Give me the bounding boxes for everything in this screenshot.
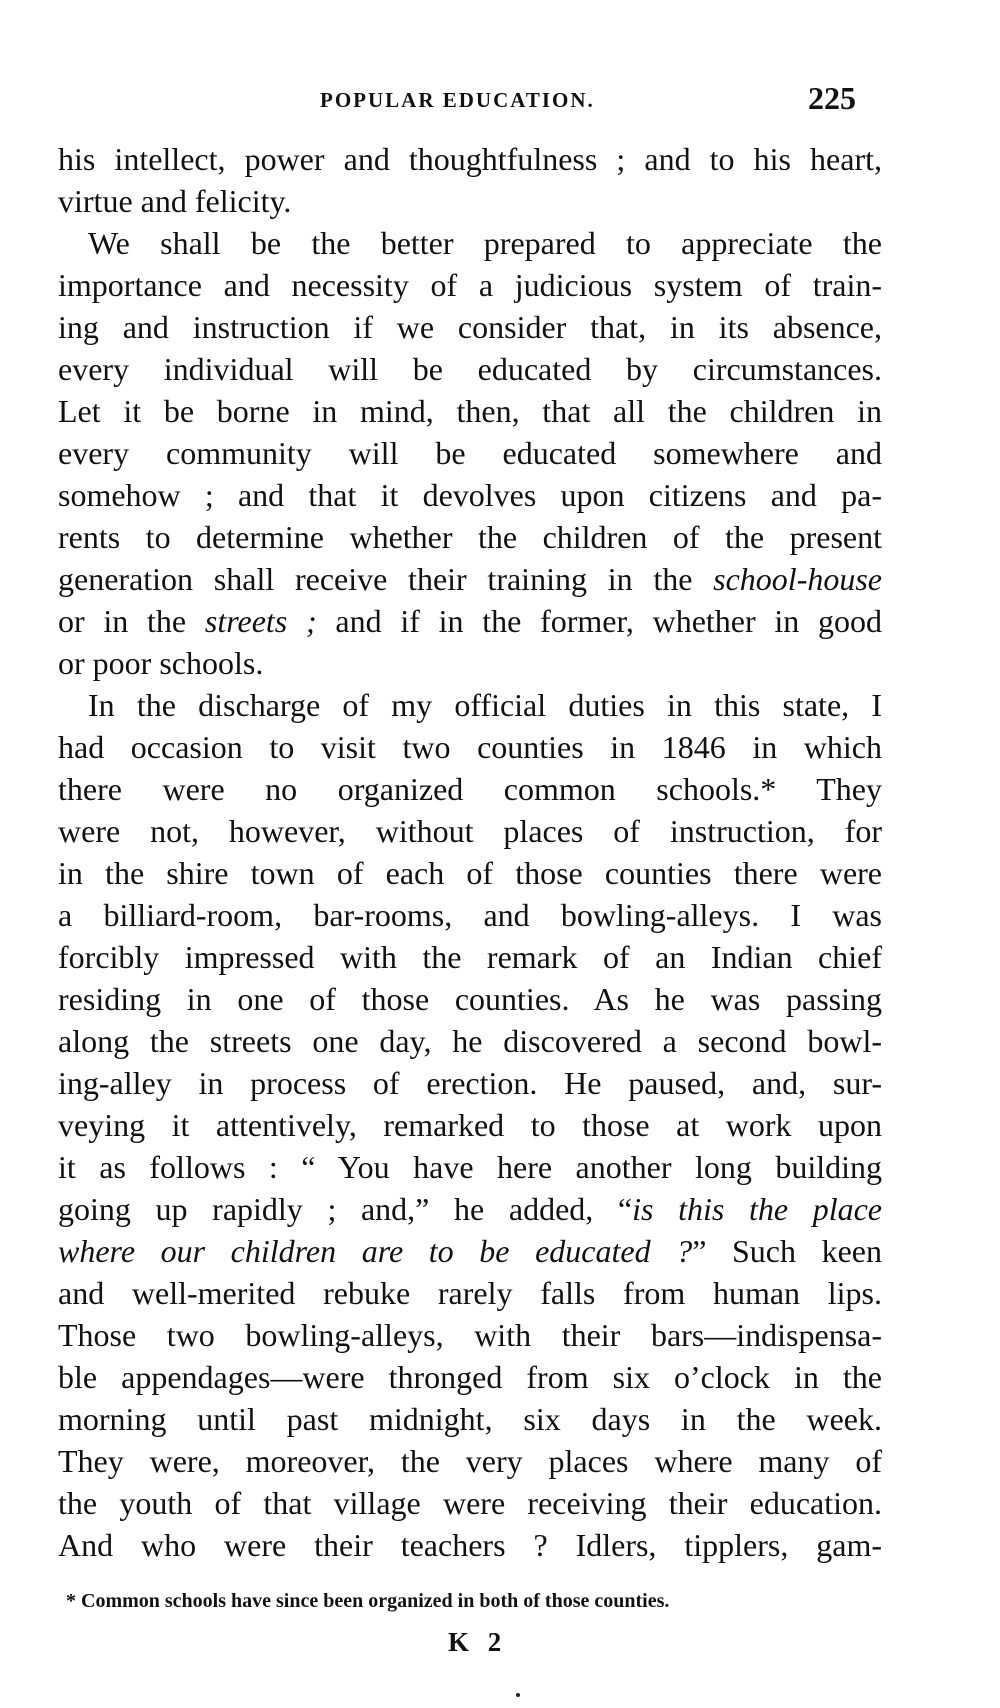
text-line: And who were their teachers ? Idlers, tipplers, gam- [58,1527,882,1563]
page-number: 225 [808,80,856,116]
text-line: it as follows : “ You have here another long building [58,1149,882,1185]
text-line: the youth of that village were receiving their education. [58,1485,882,1521]
text-line: in the shire town of each of those counties there were [58,855,882,891]
text-line: rents to determine whether the children of the present [58,519,882,555]
text-line: They were, moreover, the very places where many of [58,1443,882,1479]
footnote: * Common schools have since been organized in both of those counties. [66,1590,670,1612]
line-segment: and if in the former, whether in good [335,603,883,639]
ink-speck [516,1693,520,1697]
italic-phrase: where our children are to be educated ? [58,1233,693,1269]
line-segment: going up rapidly ; and,” he added, “ [58,1191,633,1227]
text-line: a billiard-room, bar-rooms, and bowling-alleys. I was [58,897,882,933]
text-line: Those two bowling-alleys, with their bars—indispensa- [58,1317,882,1353]
text-line: every individual will be educated by circumstances. [58,351,882,387]
running-title: POPULAR EDUCATION. [320,88,595,112]
text-line [58,600,882,642]
text-line: importance and necessity of a judicious system of train- [58,267,882,303]
text-line: there were no organized common schools.* They [58,771,882,807]
text-line: were not, however, without places of instruction, for [58,813,882,849]
text-line [58,1230,882,1272]
text-line: Let it be borne in mind, then, that all the children in [58,393,882,429]
line-segment: ” Such keen [692,1233,883,1269]
text-line: forcibly impressed with the remark of an Indian chief [58,939,882,975]
running-head [0,80,1000,120]
text-line [58,1188,882,1230]
text-line: ing and instruction if we consider that, in its absence, [58,309,882,345]
text-line: along the streets one day, he discovered a second bowl- [58,1023,882,1059]
text-line: morning until past midnight, six days in the week. [58,1401,882,1437]
italic-phrase: is this the place [632,1191,883,1227]
text-line: ing-alley in process of erection. He paused, and, sur- [58,1065,882,1101]
line-segment: generation shall receive their training in the [58,561,693,597]
text-line: residing in one of those counties. As he was passing [58,981,882,1017]
text-line: every community will be educated somewhere and [58,435,882,471]
text-line: had occasion to visit two counties in 1846 in which [58,729,882,765]
paragraph-start-line: In the discharge of my official duties in this state, I [88,687,882,723]
text-line: his intellect, power and thoughtfulness ; and to his heart, [58,141,882,177]
body-text [58,138,882,1566]
text-line: or poor schools. [58,645,264,681]
line-segment: or in the [58,603,187,639]
text-line [58,558,882,600]
text-line: ble appendages—were thronged from six o’clock in the [58,1359,882,1395]
text-line: and well-merited rebuke rarely falls from human lips. [58,1275,882,1311]
paragraph-start-line: We shall be the better prepared to appreciate the [88,225,882,261]
signature-mark: K 2 [448,1627,508,1657]
italic-phrase: school-house [713,561,882,597]
text-line: veying it attentively, remarked to those at work upon [58,1107,882,1143]
italic-phrase: streets ; [204,603,317,639]
text-line: somehow ; and that it devolves upon citizens and pa- [58,477,882,513]
text-line: virtue and felicity. [58,183,292,219]
